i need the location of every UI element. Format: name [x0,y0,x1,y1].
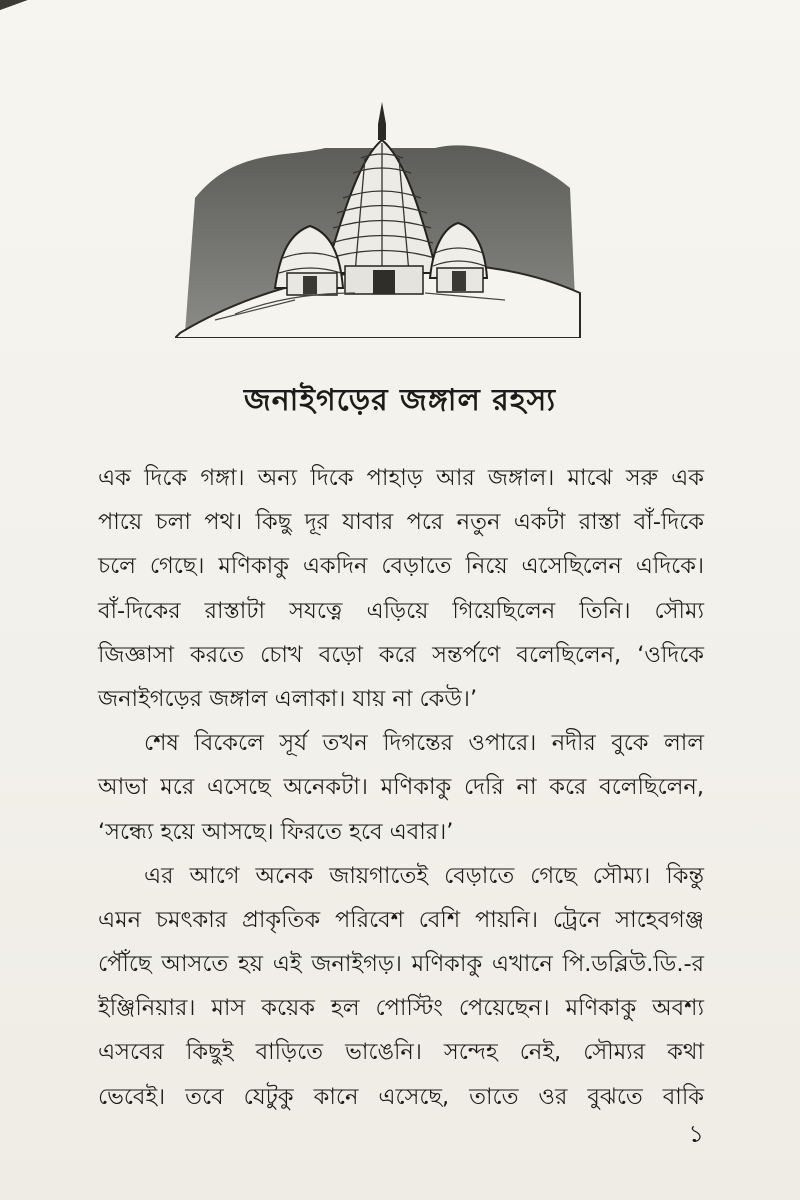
chapter-title: জনাইগড়ের জঙ্গাল রহস্য [243,383,557,418]
text-line: ‘সন্ধ্যে হয়ে আসছে। ফিরতে হবে এবার।’ [98,818,454,845]
temple-illustration-icon [175,88,585,338]
page-number: ১ [688,1120,704,1148]
text-line: এমন চমৎকার প্রাকৃতিক পরিবেশ বেশি পায়নি। ট্রেনে সাহেবগঞ্জ [98,906,704,933]
text-line: ইঞ্জিনিয়ার। মাস কয়েক হল পোস্টিং পেয়েছেন। মণিকাকু অবশ্য [98,995,704,1022]
text-line: জিজ্ঞাসা করতে চোখ বড়ো করে সন্তর্পণে বলেছিলেন, ‘ওদিকে [98,641,704,668]
page-corner-mark [0,0,30,14]
text-line: এর আগে অনেক জায়গাতেই বেড়াতে গেছে সৌম্য। কিন্তু [144,862,704,889]
text-line: পৌঁছে আসতে হয় এই জনাইগড়। মণিকাকু এখানে পি.ডব্লিউ.ডি.-র [98,951,704,978]
body-text [98,456,704,1119]
text-line: জনাইগড়ের জঙ্গাল এলাকা। যায় না কেউ।’ [98,685,478,712]
text-line: এক দিকে গঙ্গা। অন্য দিকে পাহাড় আর জঙ্গাল। মাঝে সরু এক [98,465,704,491]
text-line: পায়ে চলা পথ। কিছু দূর যাবার পরে নতুন একটা রাস্তা বাঁ-দিকে [98,509,704,536]
text-line: ভেবেই। তবে যেটুকু কানে এসেছে, তাতে ওর বুঝতে বাকি [98,1083,704,1110]
text-line: এসবের কিছুই বাড়িতে ভাঙেনি। সন্দেহ নেই, সৌম্যর কথা [98,1039,704,1066]
text-line: আভা মরে এসেছে অনেকটা। মণিকাকু দেরি না করে বলেছিলেন, [98,774,704,801]
text-line: শেষ বিকেলে সূর্য তখন দিগন্তের ওপারে। নদীর বুকে লাল [144,730,704,757]
text-line: বাঁ-দিকের রাস্তাটা সযত্নে এড়িয়ে গিয়েছিলেন তিনি। সৌম্য [98,597,704,624]
text-line: চলে গেছে। মণিকাকু একদিন বেড়াতে নিয়ে এসেছিলেন এদিকে। [98,553,704,580]
